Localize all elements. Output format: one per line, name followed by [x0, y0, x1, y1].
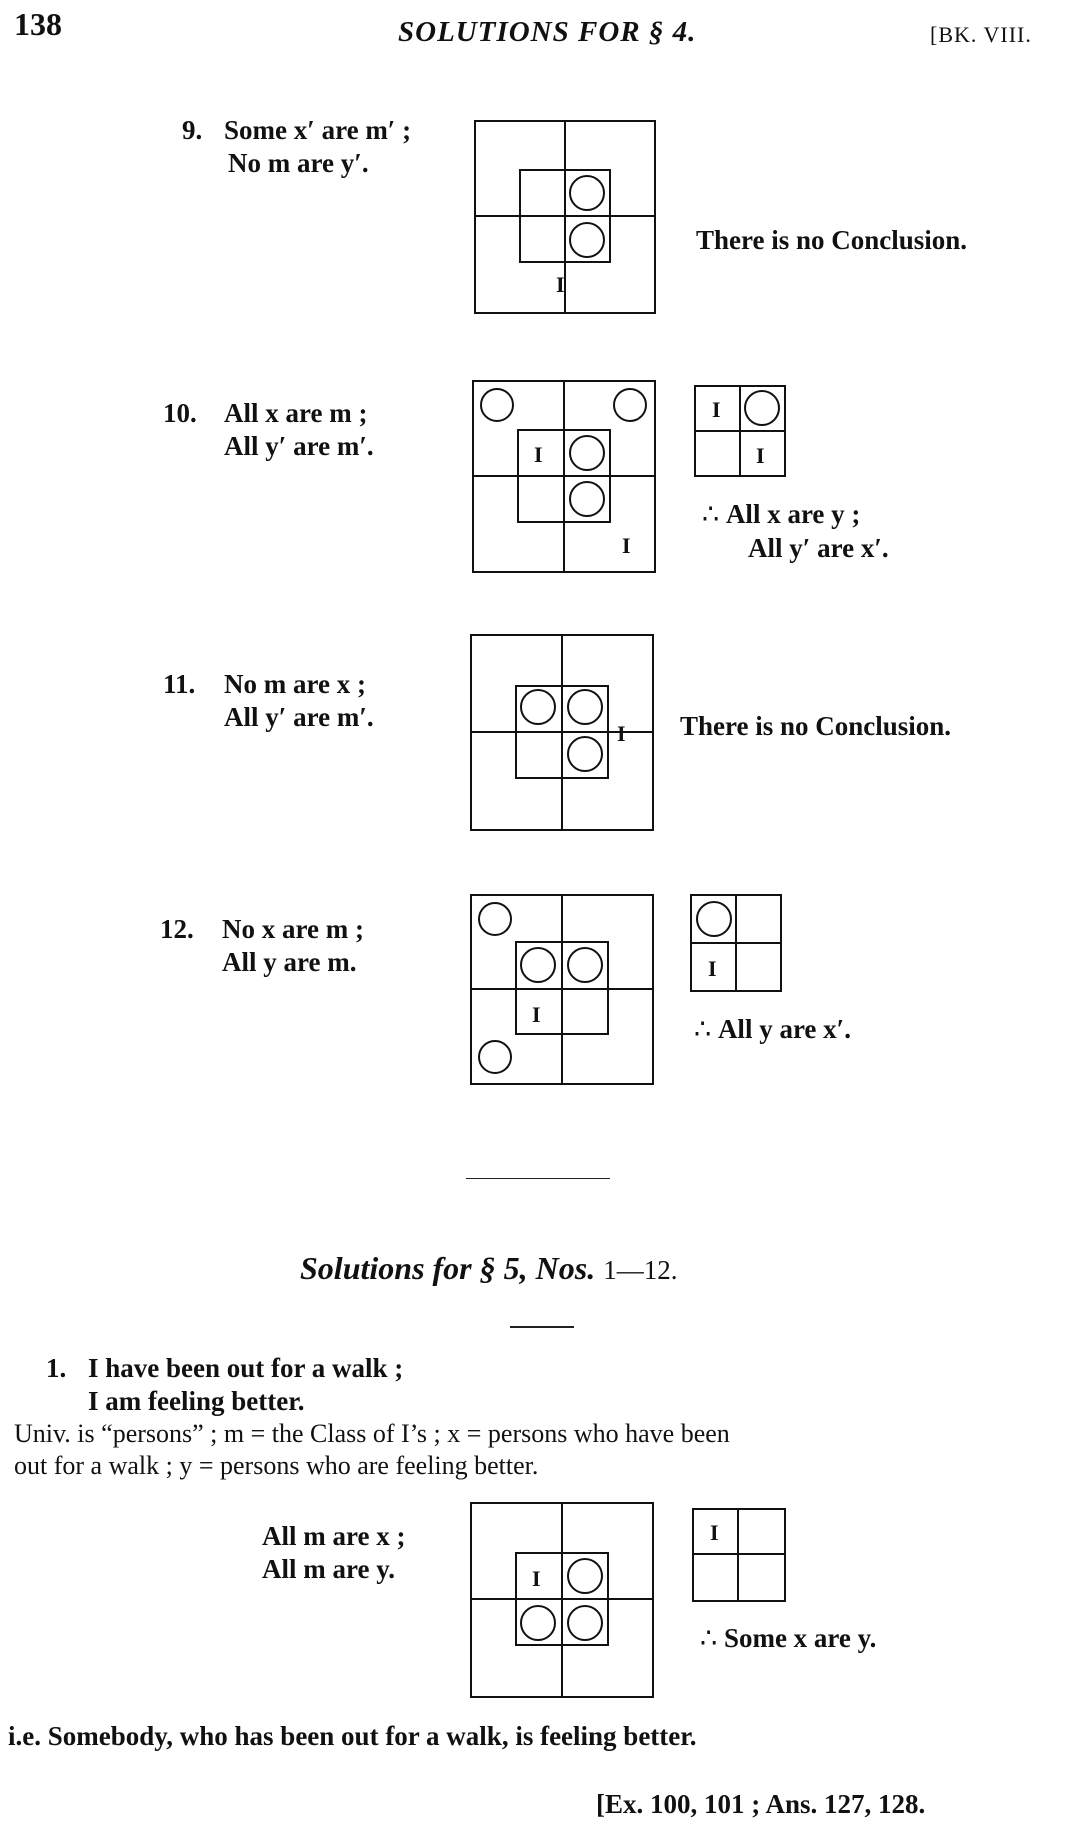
unit-mark: I — [532, 1002, 541, 1027]
solution-1-conclusion: ∴ Some x are y. — [700, 1623, 877, 1653]
problem-10-conclusion-2: All y′ are x′. — [748, 533, 889, 563]
unit-mark: I — [622, 533, 631, 558]
solution-1-explanation-1: Univ. is “persons” ; m = the Class of I’s ; x = persons who have been — [14, 1419, 730, 1448]
problem-9-premise-2: No m are y′. — [228, 148, 369, 178]
problem-11-conclusion: There is no Conclusion. — [680, 711, 952, 741]
separator-rule — [466, 1178, 610, 1179]
problem-11-number: 11. — [163, 669, 196, 699]
problem-10-conclusion-1: ∴ All x are y ; — [702, 499, 861, 529]
unit-mark: I — [617, 721, 626, 746]
solution-1-line-1: I have been out for a walk ; — [88, 1353, 404, 1383]
solution-1-number: 1. — [46, 1353, 67, 1383]
solution-1-reference: [Ex. 100, 101 ; Ans. 127, 128. — [596, 1789, 926, 1819]
problem-12-triliteral-diagram — [470, 894, 654, 1085]
section-title: Solutions for § 5, Nos. 1—12. — [300, 1250, 678, 1286]
problem-12-premise-2: All y are m. — [222, 947, 357, 977]
solution-1-explanation-2: out for a walk ; y = persons who are feeling better. — [14, 1451, 539, 1480]
problem-12-premise-1: No x are m ; — [222, 914, 364, 944]
unit-mark: I — [556, 272, 565, 297]
title-underline — [510, 1326, 574, 1328]
running-title: SOLUTIONS FOR § 4. — [398, 16, 697, 48]
problem-11-premise-1: No m are x ; — [224, 669, 366, 699]
problem-9-number: 9. — [182, 115, 203, 145]
problem-10-biliteral-diagram — [694, 385, 786, 477]
problem-10-triliteral-diagram — [472, 380, 656, 573]
unit-mark: I — [712, 397, 721, 422]
problem-9-biliteral-diagram — [474, 120, 656, 315]
solution-1-line-2: I am feeling better. — [88, 1386, 305, 1416]
book-reference: [BK. VIII. — [930, 22, 1032, 47]
unit-mark: I — [534, 442, 543, 467]
solution-1-interpretation: i.e. Somebody, who has been out for a walk, is feeling better. — [8, 1721, 697, 1751]
problem-11-premise-2: All y′ are m′. — [224, 702, 374, 732]
solution-1-premise-2: All m are y. — [262, 1554, 395, 1584]
unit-mark: I — [710, 1520, 719, 1545]
problem-10-premise-1: All x are m ; — [224, 398, 368, 428]
problem-9-conclusion: There is no Conclusion. — [696, 225, 968, 255]
solution-1-biliteral-diagram — [692, 1508, 786, 1602]
problem-11-triliteral-diagram — [470, 634, 654, 831]
problem-12-number: 12. — [160, 914, 194, 944]
problem-10-number: 10. — [163, 398, 197, 428]
solution-1-premise-1: All m are x ; — [262, 1521, 406, 1551]
problem-9-premise-1: Some x′ are m′ ; — [224, 115, 412, 145]
unit-mark: I — [532, 1566, 541, 1591]
problem-12-conclusion: ∴ All y are x′. — [694, 1014, 852, 1044]
unit-mark: I — [756, 443, 765, 468]
problem-10-premise-2: All y′ are m′. — [224, 431, 374, 461]
unit-mark: I — [708, 956, 717, 981]
problem-12-biliteral-diagram — [690, 894, 782, 992]
page-number: 138 — [14, 6, 62, 42]
solution-1-triliteral-diagram — [470, 1502, 654, 1698]
